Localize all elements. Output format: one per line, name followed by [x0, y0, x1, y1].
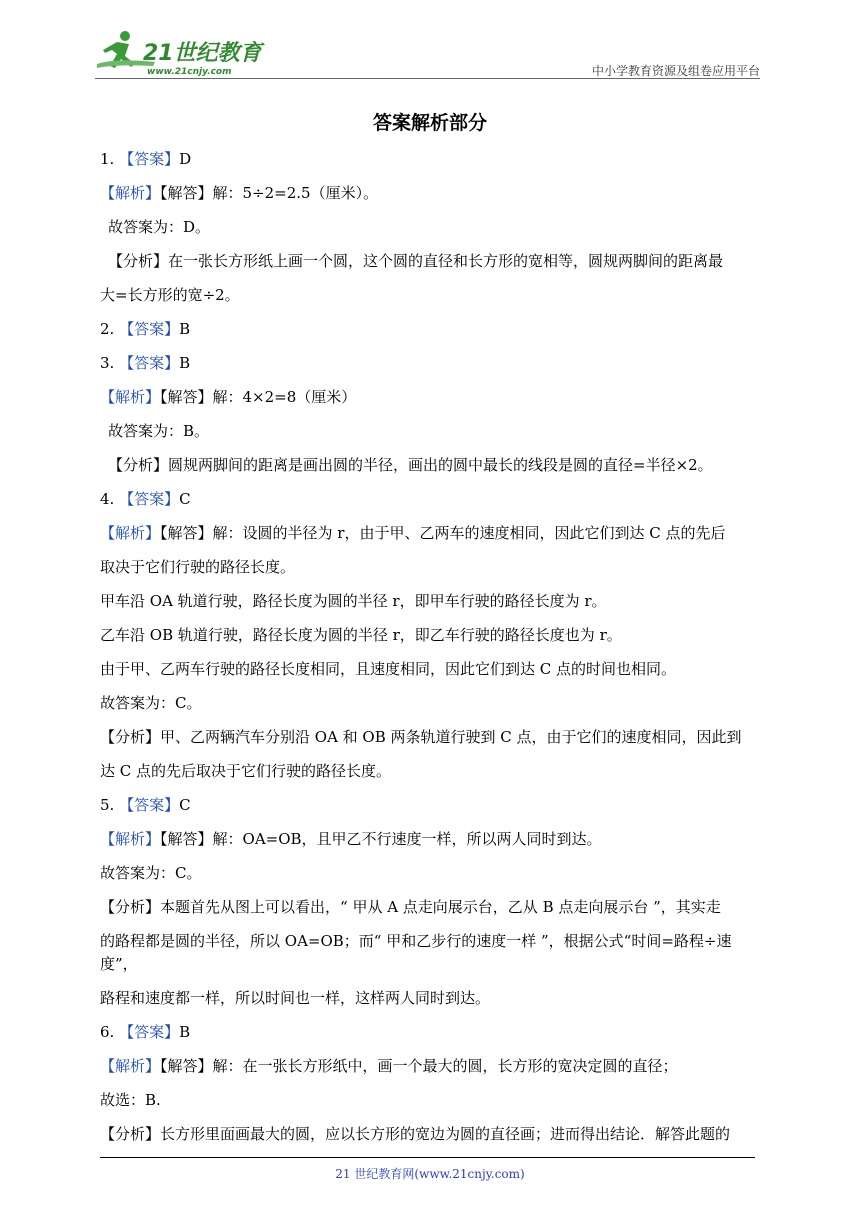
- line-text: 【解答】解：4×2=8（厘米）: [160, 388, 357, 406]
- question-number: 5.: [100, 796, 120, 814]
- question-number: 4.: [100, 490, 120, 508]
- page-title: 答案解析部分: [372, 112, 487, 134]
- line-text: 【解答】解：在一张长方形纸中，画一个最大的圆，长方形的宽决定圆的直径；: [160, 1057, 678, 1075]
- label-tag: 【答案】: [119, 490, 180, 508]
- content-line: [100, 318, 765, 341]
- line-text: 【分析】长方形里面画最大的圆，应以长方形的宽边为圆的直径画；进而得出结论．解答此题的: [100, 1125, 731, 1143]
- content-line: [100, 420, 765, 443]
- line-text: 由于甲、乙两车行驶的路径长度相同，且速度相同，因此它们到达 C 点的时间也相同。: [100, 660, 677, 678]
- label-tag: 【答案】: [119, 1023, 180, 1041]
- line-text: 【分析】圆规两脚间的距离是画出圆的半径，画出的圆中最长的线段是圆的直径=半径×2。: [108, 456, 713, 474]
- answer-content: [100, 148, 765, 1146]
- line-text: 甲车沿 OA 轨道行驶，路径长度为圆的半径 r，即甲车行驶的路径长度为 r。: [100, 592, 607, 610]
- question-number: 2.: [100, 320, 120, 338]
- question-number: 3.: [100, 354, 120, 372]
- line-text: 【解答】解：5÷2=2.5（厘米）。: [160, 184, 379, 202]
- content-line: [100, 1055, 765, 1078]
- page-footer: 21 世纪教育网(www.21cnjy.com): [335, 1167, 525, 1181]
- line-text: B: [179, 320, 191, 338]
- line-text: 故答案为：B。: [108, 422, 210, 440]
- line-text: 【解答】解：OA=OB，且甲乙不行速度一样，所以两人同时到达。: [160, 830, 602, 848]
- logo-text: 21世纪教育: [143, 41, 262, 66]
- content-line: [100, 556, 765, 579]
- content-line: [100, 862, 765, 885]
- line-text: 取决于它们行驶的路径长度。: [100, 558, 296, 576]
- content-line: [100, 624, 765, 647]
- label-tag: 【解析】: [100, 388, 161, 406]
- content-line: [100, 522, 765, 545]
- label-tag: 【解析】: [100, 524, 161, 542]
- line-text: 故答案为：C。: [100, 864, 202, 882]
- label-tag: 【解析】: [100, 830, 161, 848]
- page-header: [95, 28, 760, 80]
- content-line: [100, 760, 765, 783]
- footer-divider: [100, 1157, 755, 1158]
- label-tag: 【解析】: [100, 1057, 161, 1075]
- line-text: 的路程都是圆的半径，所以 OA=OB；而“ 甲和乙步行的速度一样 ”，根据公式“时间=路程÷速度”，: [100, 932, 732, 973]
- label-tag: 【答案】: [119, 796, 180, 814]
- line-text: B: [179, 354, 191, 372]
- content-line: [100, 182, 765, 205]
- content-line: [100, 1021, 765, 1044]
- content-line: [100, 454, 765, 477]
- content-line: [100, 658, 765, 681]
- line-text: 【解答】解：设圆的半径为 r，由于甲、乙两车的速度相同，因此它们到达 C 点的先后: [160, 524, 726, 542]
- label-tag: 【答案】: [119, 150, 180, 168]
- platform-name: 中小学教育资源及组卷应用平台: [591, 64, 760, 78]
- content-line: [100, 590, 765, 613]
- content-line: [100, 250, 765, 273]
- content-line: [100, 284, 765, 307]
- line-text: 路程和速度都一样，所以时间也一样，这样两人同时到达。: [100, 989, 491, 1007]
- line-text: 故答案为：D。: [108, 218, 211, 236]
- logo: [95, 28, 295, 78]
- content-line: [100, 828, 765, 851]
- line-text: 【分析】甲、乙两辆汽车分别沿 OA 和 OB 两条轨道行驶到 C 点，由于它们的速度相同，因此到: [100, 728, 742, 746]
- line-text: 【分析】本题首先从图上可以看出，“ 甲从 A 点走向展示台，乙从 B 点走向展示台 ”，其实走: [100, 898, 721, 916]
- header-divider: [95, 78, 760, 79]
- content-line: [100, 352, 765, 375]
- line-text: B: [179, 1023, 191, 1041]
- line-text: 故选：B.: [100, 1091, 161, 1109]
- content-line: [100, 930, 765, 976]
- content-line: [100, 386, 765, 409]
- content-line: [100, 692, 765, 715]
- line-text: 大=长方形的宽÷2。: [100, 286, 240, 304]
- line-text: 【分析】在一张长方形纸上画一个圆，这个圆的直径和长方形的宽相等，圆规两脚间的距离最: [108, 252, 724, 270]
- line-text: D: [179, 150, 192, 168]
- content-line: [100, 488, 765, 511]
- logo-url: www.21cnjy.com: [147, 67, 232, 77]
- line-text: C: [179, 796, 191, 814]
- label-tag: 【解析】: [100, 184, 161, 202]
- line-text: C: [179, 490, 191, 508]
- label-tag: 【答案】: [119, 320, 180, 338]
- line-text: 达 C 点的先后取决于它们行驶的路径长度。: [100, 762, 392, 780]
- label-tag: 【答案】: [119, 354, 180, 372]
- content-line: [100, 1089, 765, 1112]
- line-text: 故答案为：C。: [100, 694, 202, 712]
- content-line: [100, 1123, 765, 1146]
- content-line: [100, 726, 765, 749]
- content-line: [100, 216, 765, 239]
- content-line: [100, 148, 765, 171]
- content-line: [100, 987, 765, 1010]
- line-text: 乙车沿 OB 轨道行驶，路径长度为圆的半径 r，即乙车行驶的路径长度也为 r。: [100, 626, 622, 644]
- content-line: [100, 794, 765, 817]
- question-number: 6.: [100, 1023, 120, 1041]
- question-number: 1.: [100, 150, 120, 168]
- content-line: [100, 896, 765, 919]
